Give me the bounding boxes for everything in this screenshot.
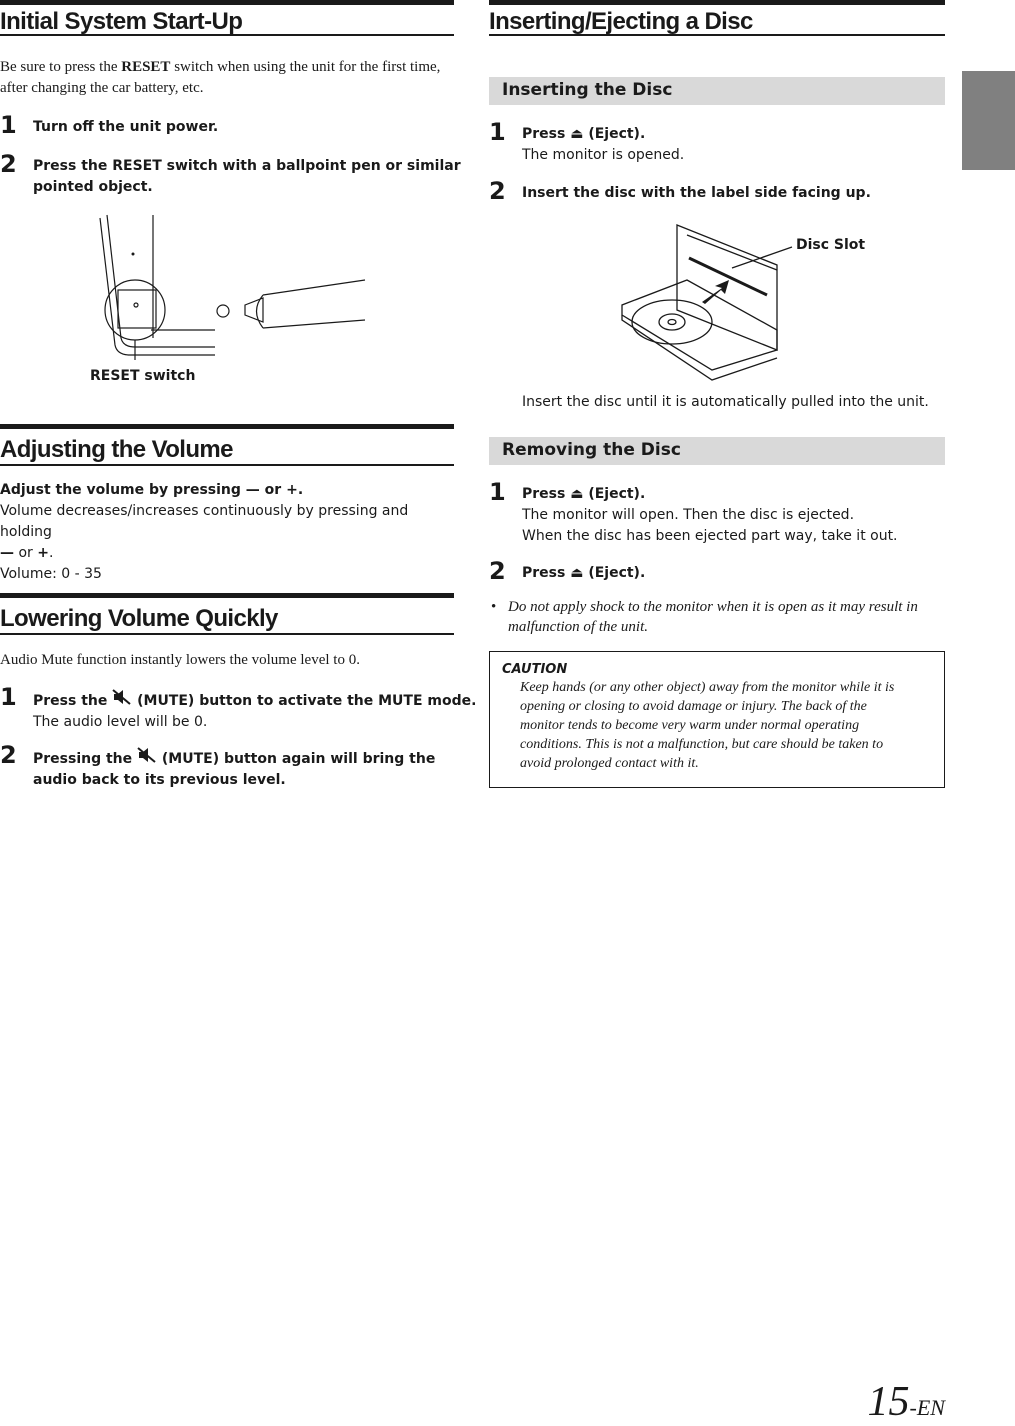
adjust-volume-title: Adjusting the Volume: [0, 424, 454, 466]
remove-step-1: 1 Press ⏏ (Eject). The monitor will open. Then the disc is ejected. When the disc has been ejected part way, take it out.: [489, 478, 898, 544]
initial-step-2: 2 Press the RESET switch with a ballpoint pen or similar pointed object.: [0, 150, 461, 195]
caution-box: [489, 651, 945, 788]
bullet-icon: •: [491, 599, 497, 615]
volume-range: Volume: 0 - 35: [0, 566, 102, 582]
caution-label: CAUTION: [502, 662, 568, 677]
initial-intro: Be sure to press the RESET switch when using the unit for the first time, after changing the car battery, etc.: [0, 59, 441, 96]
minus-button-icon: —: [245, 482, 260, 498]
eject-icon: ⏏: [570, 126, 584, 142]
mute-icon: [137, 747, 157, 763]
eject-icon: ⏏: [570, 486, 584, 502]
reset-switch-illustration: [85, 210, 375, 370]
eject-icon: ⏏: [570, 565, 584, 581]
plus-button-icon: +: [286, 482, 298, 498]
insert-step-2: 2 Insert the disc with the label side facing up.: [489, 177, 871, 205]
mute-step-2: 2 Pressing the (MUTE) button again will bring the audio back to its previous level.: [0, 741, 436, 788]
removing-subhead: Removing the Disc: [489, 437, 945, 465]
lowering-volume-title: Lowering Volume Quickly: [0, 593, 454, 635]
initial-step-1: 1 Turn off the unit power.: [0, 111, 219, 139]
insert-note: Insert the disc until it is automatically pulled into the unit.: [522, 394, 929, 410]
mute-icon: [112, 689, 132, 705]
mute-step-1: 1 Press the (MUTE) button to activate the MUTE mode. The audio level will be 0.: [0, 683, 477, 730]
mute-intro: Audio Mute function instantly lowers the volume level to 0.: [0, 652, 360, 668]
step-number: 1: [0, 111, 17, 139]
minus-button-icon: —: [0, 545, 14, 561]
initial-startup-title: Initial System Start-Up: [0, 0, 454, 36]
page-number: 15-EN: [867, 1379, 945, 1425]
remove-note: • Do not apply shock to the monitor when it is open as it may result in malfunction of the unit.: [491, 599, 918, 635]
insert-step-1: 1 Press ⏏ (Eject). The monitor is opened.: [489, 118, 685, 163]
insert-eject-title: Inserting/Ejecting a Disc: [489, 0, 945, 36]
plus-button-icon: +: [37, 545, 49, 561]
caution-text: Keep hands (or any other object) away from the monitor while it is opening or closing to avoid damage or injury. The back of the monitor tends to become very warm under normal operating conditions. This is not a malfunction, but care should be taken to avoid prolonged contact with it.: [520, 680, 895, 771]
disc-slot-label: Disc Slot: [796, 237, 866, 253]
volume-body: Adjust the volume by pressing — or +. Volume decreases/increases continuously by pressing and holding — or +. Volume: 0 - 35: [0, 480, 454, 585]
inserting-subhead: Inserting the Disc: [489, 77, 945, 105]
remove-step-2: 2 Press ⏏ (Eject).: [489, 557, 646, 585]
reset-switch-label: RESET switch: [90, 368, 196, 384]
step-number: 2: [0, 150, 17, 178]
